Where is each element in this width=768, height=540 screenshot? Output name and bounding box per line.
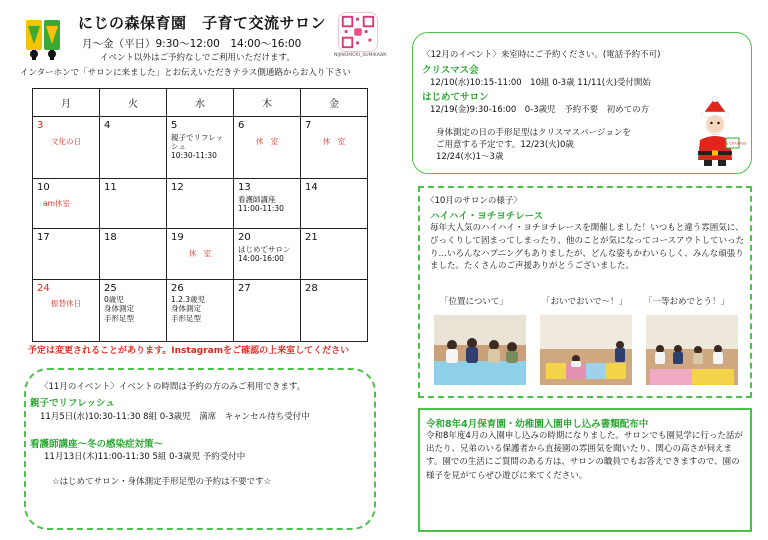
- day-number: 20: [238, 232, 251, 244]
- weekday-fri: 金: [301, 89, 368, 117]
- october-body: 毎年大人気のハイハイ・ヨチヨチレースを開催しました！いつもと違う雰囲気に、びっくりして固まってしまったり、他のことが気になってコースアウトしていったり…いろんなハプニングもありましたが、どんな姿もかわいらしく、みんな頑張りました。たくさんのご声援ありがとうございました。: [430, 223, 745, 272]
- calendar-cell: [301, 117, 368, 179]
- calendar-cell: [167, 117, 234, 179]
- day-number: 17: [37, 232, 50, 244]
- calendar-cell: [167, 179, 234, 229]
- calendar-cell: [234, 117, 301, 179]
- day-number: 14: [305, 182, 318, 194]
- weekday-tue: 火: [100, 89, 167, 117]
- day-number: 25: [104, 282, 117, 294]
- december-heading: 〈12月のイベント〉来室時にご予約ください。(電話予約不可): [422, 50, 661, 60]
- cell-event-time: 10:30-11:30: [171, 151, 217, 161]
- nursery-logo-icon: [22, 14, 66, 62]
- entry-instructions: インターホンで「サロンに来ました」とお伝えいただきテラス側通路からお入り下さい: [20, 68, 351, 78]
- cell-event: 身体測定: [171, 304, 201, 314]
- santa-icon: [690, 96, 747, 170]
- cell-event-time: 14:00-16:00: [238, 254, 284, 264]
- weekday-mon: 月: [33, 89, 100, 117]
- day-number: 11: [104, 182, 117, 194]
- day-number: 24: [37, 282, 50, 294]
- race-photo-2: [540, 315, 632, 385]
- day-number: 5: [171, 120, 178, 131]
- october-title: ハイハイ・ヨチヨチレース: [430, 211, 544, 222]
- december-event2-title: はじめてサロン: [422, 92, 489, 103]
- december-event1-detail: 12/10(水)10:15-11:00 10組 0-3歳 11/11(火)受付開始: [430, 78, 651, 88]
- calendar-cell: [234, 229, 301, 279]
- december-event1-title: クリスマス会: [422, 65, 479, 76]
- calendar-cell: [100, 279, 167, 341]
- day-number: 4: [104, 120, 111, 131]
- calendar-cell: [100, 179, 167, 229]
- reservation-note: イベント以外はご予約なしでご利用いただけます。: [100, 53, 295, 63]
- november-note: ☆はじめてサロン・身体測定手形足型の予約は不要です☆: [52, 477, 272, 487]
- november-event2-detail: 11月13日(木)11:00-11:30 5組 0-3歳児 予約受付中: [44, 452, 246, 462]
- calendar-cell: [100, 229, 167, 279]
- day-number: 27: [238, 282, 251, 294]
- page-title: にじの森保育園 子育て交流サロン: [78, 14, 327, 32]
- qr-caption: NIJINOMORI_SUMIKAWA: [334, 53, 387, 58]
- application-title: 令和8年4月保育園・幼稚園入園申し込み書類配布中: [426, 419, 649, 430]
- instagram-qr-icon[interactable]: [338, 12, 378, 52]
- november-event2-title: 看護師講座〜冬の感染症対策〜: [30, 439, 164, 450]
- event-calendar: [32, 88, 368, 342]
- day-number: 21: [305, 232, 318, 244]
- december-note-line2: ご用意する予定です。12/23(火)0歳: [436, 140, 574, 150]
- calendar-week-2: [33, 179, 368, 229]
- photo-caption-2: 「おいでおいで〜！」: [542, 297, 628, 307]
- november-event1-detail: 11月5日(水)10:30-11:30 8組 0-3歳児 満席 キャンセル待ち受付中: [40, 412, 310, 422]
- cell-event: 看護師講座: [238, 194, 276, 204]
- calendar-cell: [33, 229, 100, 279]
- day-number: 26: [171, 282, 184, 294]
- opening-hours: 月〜金（平日）9:30〜12:00 14:00〜16:00: [82, 38, 302, 50]
- calendar-cell: [234, 279, 301, 341]
- cell-event: 手形足型: [104, 313, 134, 323]
- cell-event: am休室: [43, 198, 70, 208]
- day-number: 10: [37, 182, 50, 194]
- weekday-wed: 水: [167, 89, 234, 117]
- day-number: 18: [104, 232, 117, 244]
- race-photo-3: [646, 315, 738, 385]
- day-number: 6: [238, 120, 245, 131]
- october-heading: 〈10月のサロンの様子〉: [426, 196, 522, 206]
- cell-event: 1.2.3歳児: [171, 295, 206, 305]
- day-number: 13: [238, 182, 251, 194]
- cell-event: 身体測定: [104, 304, 134, 314]
- cell-event-time: 11:00-11:30: [238, 204, 284, 214]
- calendar-cell: [301, 179, 368, 229]
- day-number: 12: [171, 182, 184, 194]
- day-number: 19: [171, 232, 184, 244]
- calendar-cell: [167, 279, 234, 341]
- calendar-change-note: 予定は変更されることがあります。Instagramをご確認の上来室してください: [28, 346, 350, 356]
- cell-event: 休 室: [322, 136, 346, 146]
- december-note-line3: 12/24(水)1〜3歳: [436, 152, 504, 162]
- cell-event: 手形足型: [171, 313, 201, 323]
- weekday-thu: 木: [234, 89, 301, 117]
- calendar-cell: [33, 279, 100, 341]
- day-number: 7: [305, 120, 312, 131]
- calendar-cell: [167, 229, 234, 279]
- santa-sign-text: Merry Christmas: [718, 141, 747, 146]
- calendar-cell: [301, 279, 368, 341]
- application-body: 令和8年度4月の入園申し込みの時期になりました。サロンでも園見学に行った話が出たり、兄弟のいる保護者から直接園の雰囲気を聞いたり、関心の高さが伺えます。園での生活にご質問のある方は、サロンの職員でもお答えできますので、園の様子を見がてらぜひ遊びに来てください。: [426, 431, 743, 481]
- calendar-cell: [301, 229, 368, 279]
- photo-caption-3: 「一等おめでとう！」: [644, 297, 730, 307]
- calendar-cell: [33, 179, 100, 229]
- cell-event: 休 室: [255, 136, 279, 146]
- cell-event: 休 室: [188, 248, 212, 258]
- day-number: 3: [37, 120, 44, 131]
- cell-event: 文化の日: [51, 136, 81, 146]
- calendar-cell: [33, 117, 100, 179]
- calendar-cell: [100, 117, 167, 179]
- calendar-week-4: [33, 279, 368, 341]
- cell-event: はじめてサロン: [238, 244, 291, 254]
- december-event2-detail: 12/19(金)9:30-16:00 0-3歳児 予約不要 初めての方: [430, 105, 650, 115]
- calendar-cell: [234, 179, 301, 229]
- cell-event: 0歳児: [104, 295, 124, 305]
- photo-caption-1: 「位置について」: [440, 297, 508, 307]
- race-photo-1: [434, 315, 526, 385]
- day-number: 28: [305, 282, 318, 294]
- cell-event: 振替休日: [51, 299, 81, 309]
- cell-event: 親子でリフレッシュ: [171, 132, 224, 151]
- november-event1-title: 親子でリフレッシュ: [30, 398, 115, 409]
- december-note-line1: 身体測定の日の手形足型はクリスマスバージョンを: [436, 128, 631, 138]
- calendar-week-1: [33, 117, 368, 179]
- november-heading: 〈11月のイベント〉イベントの時間は予約の方のみご利用できます。: [40, 382, 306, 392]
- calendar-week-3: [33, 229, 368, 279]
